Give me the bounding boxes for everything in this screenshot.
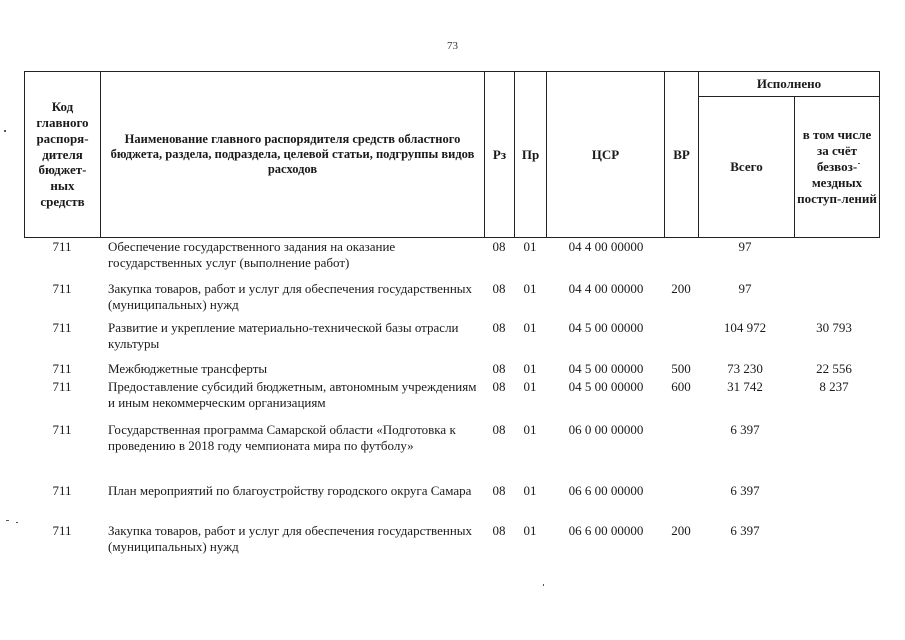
cell-name: Государственная программа Самарской области «Подготовка к проведению в 2018 году чемпионата мира по футболу» [108, 422, 456, 453]
cell-name: Обеспечение государственного задания на оказание государственных услуг (выполнение работ) [108, 239, 396, 270]
cell-total: 6 397 [730, 523, 760, 538]
cell-code: 711 [52, 483, 72, 498]
cell-pr: 01 [523, 361, 537, 376]
cell-vr: 200 [671, 281, 691, 296]
cell-pr: 01 [523, 523, 537, 538]
cell-name: Межбюджетные трансферты [108, 361, 268, 376]
scan-speck [858, 163, 860, 164]
cell-free: 8 237 [819, 379, 849, 394]
header-csr: ЦСР [547, 72, 665, 238]
page-number: 73 [447, 40, 458, 52]
cell-total: 97 [738, 281, 752, 296]
cell-csr: 04 5 00 00000 [568, 379, 644, 394]
header-rz: Рз [485, 72, 515, 238]
cell-vr: 600 [671, 379, 691, 394]
scan-speck [16, 522, 18, 523]
cell-csr: 06 6 00 00000 [568, 523, 644, 538]
cell-total: 6 397 [730, 422, 760, 437]
cell-rz: 08 [492, 523, 506, 538]
cell-pr: 01 [523, 320, 537, 335]
cell-code: 711 [52, 281, 72, 296]
cell-name: Закупка товаров, работ и услуг для обеспечения государственных (муниципальных) нужд [108, 523, 473, 554]
cell-vr: 200 [671, 523, 691, 538]
cell-total: 97 [738, 239, 752, 254]
cell-csr: 04 4 00 00000 [568, 239, 644, 254]
scan-speck [6, 520, 9, 521]
cell-name: План мероприятий по благоустройству городского округа Самара [108, 483, 472, 498]
cell-csr: 06 0 00 00000 [568, 422, 644, 437]
cell-total: 73 230 [727, 361, 763, 376]
cell-pr: 01 [523, 379, 537, 394]
header-pr: Пр [515, 72, 547, 238]
cell-pr: 01 [523, 281, 537, 296]
cell-rz: 08 [492, 320, 506, 335]
cell-total: 6 397 [730, 483, 760, 498]
scan-speck [543, 584, 544, 586]
cell-total: 104 972 [723, 320, 767, 335]
cell-code: 711 [52, 523, 72, 538]
cell-name: Закупка товаров, работ и услуг для обеспечения государственных (муниципальных) нужд [108, 281, 473, 312]
cell-pr: 01 [523, 239, 537, 254]
header-executed: Исполнено [699, 72, 880, 97]
cell-csr: 06 6 00 00000 [568, 483, 644, 498]
cell-rz: 08 [492, 281, 506, 296]
cell-csr: 04 5 00 00000 [568, 320, 644, 335]
cell-name: Развитие и укрепление материально-технической базы отрасли культуры [108, 320, 459, 351]
cell-rz: 08 [492, 239, 506, 254]
header-vr: ВР [665, 72, 699, 238]
cell-pr: 01 [523, 483, 537, 498]
cell-rz: 08 [492, 422, 506, 437]
cell-free: 22 556 [816, 361, 852, 376]
cell-vr: 500 [671, 361, 691, 376]
cell-code: 711 [52, 422, 72, 437]
cell-csr: 04 4 00 00000 [568, 281, 644, 296]
cell-rz: 08 [492, 483, 506, 498]
cell-csr: 04 5 00 00000 [568, 361, 644, 376]
cell-code: 711 [52, 239, 72, 254]
header-code: Код главного распоря-дителя бюджет-ных средств [25, 72, 101, 238]
cell-code: 711 [52, 320, 72, 335]
cell-name: Предоставление субсидий бюджетным, автономным учреждениям и иным некоммерческим организациям [108, 379, 477, 410]
cell-code: 711 [52, 379, 72, 394]
header-total: Всего [699, 97, 795, 238]
cell-rz: 08 [492, 379, 506, 394]
table-header [24, 71, 880, 238]
cell-rz: 08 [492, 361, 506, 376]
cell-pr: 01 [523, 422, 537, 437]
cell-total: 31 742 [727, 379, 763, 394]
header-name: Наименование главного распорядителя средств областного бюджета, раздела, подраздела, целевой статьи, подгруппы видов расходов [101, 72, 485, 238]
cell-code: 711 [52, 361, 72, 376]
scan-speck [4, 130, 6, 132]
cell-free: 30 793 [816, 320, 852, 335]
header-free: в том числе за счёт безвоз-мездных поступ-лений [795, 97, 880, 238]
